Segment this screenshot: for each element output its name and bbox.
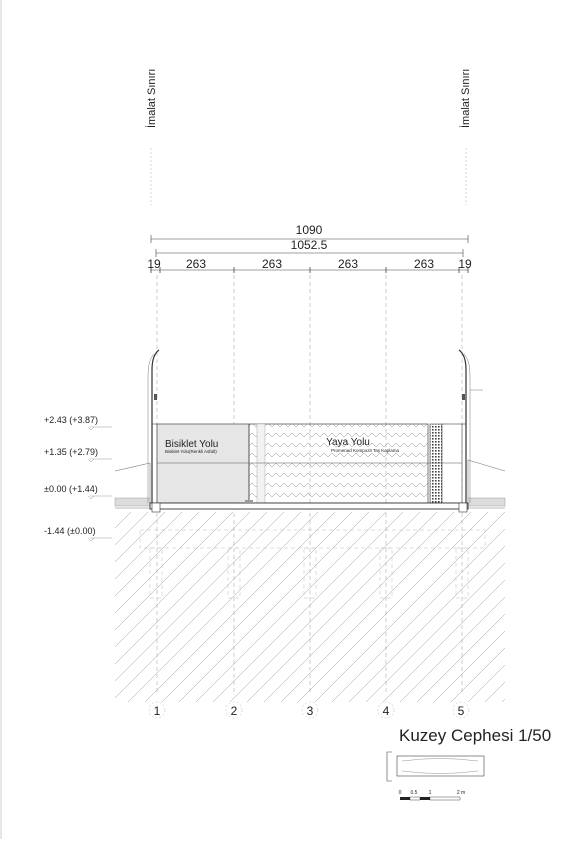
walkway-panel (249, 424, 428, 503)
scale-label-2: 1 (428, 790, 432, 796)
axis-label-5: 5 (457, 704, 465, 718)
bike-lane-subtitle: Bisiklet Yolu(Renkli Asfalt) (165, 449, 217, 454)
level-1: +2.43 (+3.87) (44, 415, 99, 425)
walkway-subtitle: Promenad Kompozit Taş Kaplama (331, 448, 399, 453)
scale-label-1: 0.5 (410, 790, 418, 796)
dim-segment-3: 263 (261, 257, 283, 271)
level-4: -1.44 (±0.00) (44, 526, 96, 536)
walkway-title: Yaya Yolu (326, 437, 370, 448)
axis-label-2: 2 (230, 704, 238, 718)
structure-elevation (148, 350, 483, 512)
deck-slab (150, 503, 468, 509)
dim-segment-4: 263 (337, 257, 359, 271)
scale-bar (399, 790, 466, 800)
scale-label-3: 2 m (456, 790, 466, 796)
dim-segment-5: 263 (413, 257, 435, 271)
limit-label-right: İmalat Sınırı (460, 68, 472, 128)
axis-label-1: 1 (153, 704, 161, 718)
level-3: ±0.00 (+1.44) (44, 484, 98, 494)
dim-segment-6: 19 (458, 257, 472, 271)
axis-bubbles (149, 702, 469, 718)
bike-lane-title: Bisiklet Yolu (165, 439, 219, 450)
axis-label-3: 3 (306, 704, 314, 718)
drawing-title: Kuzey Cephesi 1/50 (399, 726, 552, 745)
axis-label-4: 4 (382, 704, 390, 718)
dim-segment-2: 263 (185, 257, 207, 271)
level-markers (44, 415, 112, 541)
dim-segment-1: 19 (147, 257, 161, 271)
scale-label-0: 0 (398, 790, 402, 796)
dimension-chain (147, 223, 472, 273)
planter-strip (430, 424, 442, 503)
key-plan (387, 752, 484, 781)
level-2: +1.35 (+2.79) (44, 447, 99, 457)
bike-lane-panel (157, 424, 249, 503)
limit-label-left: İmalat Sınırı (146, 68, 158, 128)
ground-hatch (0, 512, 585, 702)
dim-total-outer: 1090 (295, 223, 323, 237)
dim-total-inner: 1052.5 (290, 238, 328, 252)
